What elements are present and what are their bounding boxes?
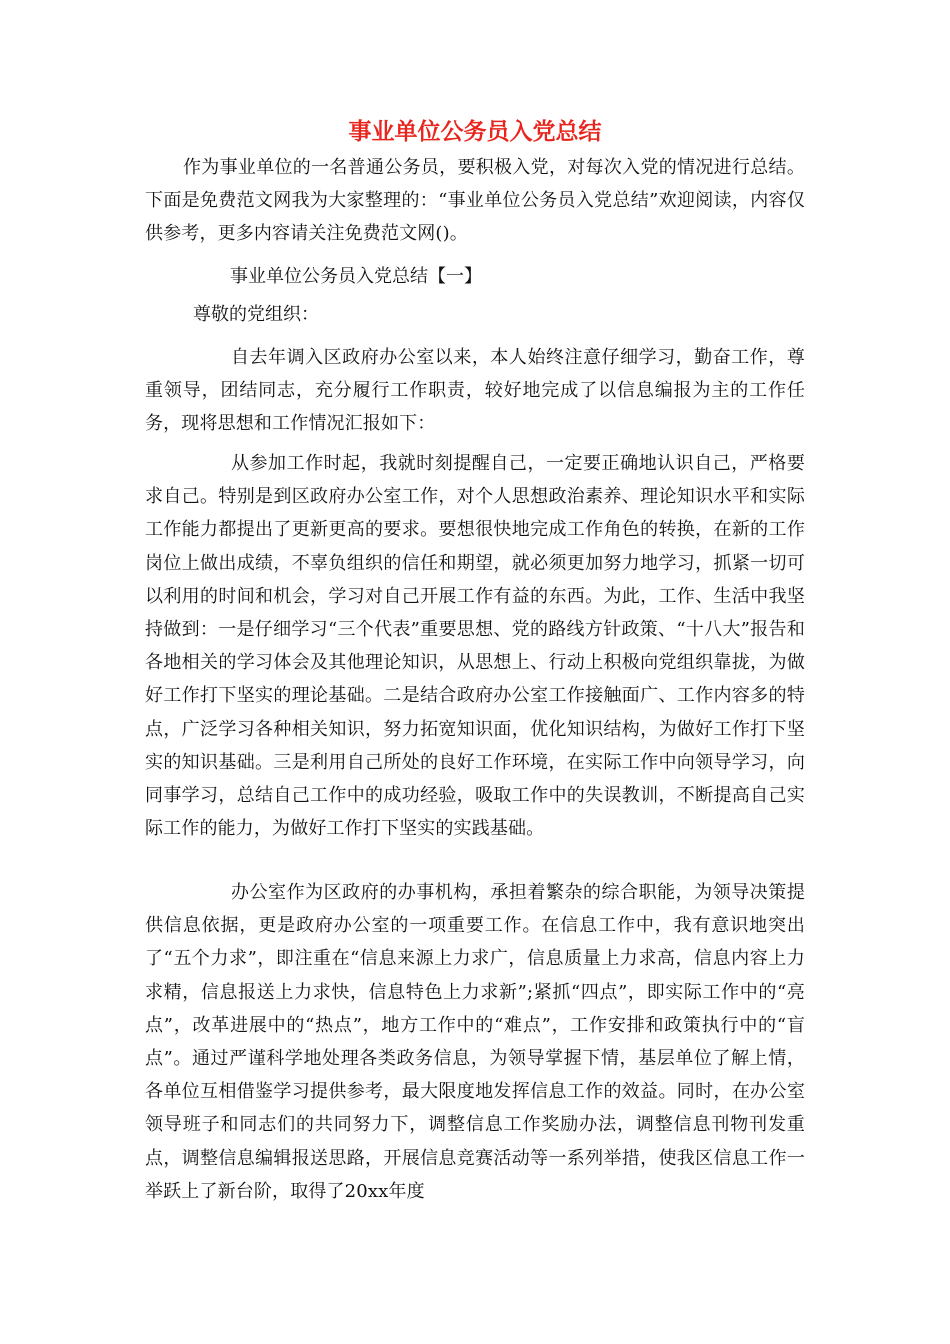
paragraph-3: 办公室作为区政府的办事机构，承担着繁杂的综合职能，为领导决策提供信息依据，更是政府办公室的一项重要工作。在信息工作中，我有意识地突出了“五个力求”，即注重在“信息来源上力求广，信息质量上力求高，信息内容上力求精，信息报送上力求快，信息特色上力求新”;紧抓“四点”，即实际工作中的“亮点”，改革进展中的“热点”，地方工作中的“难点”，工作安排和政策执行中的“盲点”。通过严谨科学地处理各类政务信息，为领导掌握下情，基层单位了解上情，各单位互相借鉴学习提供参考，最大限度地发挥信息工作的效益。同时，在办公室领导班子和同志们的共同努力下，调整信息工作奖励办法，调整信息刊物刊发重点，调整信息编辑报送思路，开展信息竞赛活动等一系列举措，使我区信息工作一举跃上了新台阶，取得了20xx年度	[145, 882, 805, 1202]
document-title: 事业单位公务员入党总结	[348, 119, 602, 145]
intro-paragraph: 作为事业单位的一名普通公务员，要积极入党，对每次入党的情况进行总结。下面是免费范文网我为大家整理的：“事业单位公务员入党总结”欢迎阅读，内容仅供参考，更多内容请关注免费范文网()。	[145, 157, 805, 245]
section-heading: 事业单位公务员入党总结【一】	[230, 266, 482, 287]
greeting-line: 尊敬的党组织：	[193, 304, 319, 325]
paragraph-1: 自去年调入区政府办公室以来，本人始终注意仔细学习，勤奋工作，尊重领导，团结同志，充分履行工作职责，较好地完成了以信息编报为主的工作任务，现将思想和工作情况汇报如下：	[145, 347, 805, 435]
paragraph-2: 从参加工作时起，我就时刻提醒自己，一定要正确地认识自己，严格要求自己。特别是到区政府办公室工作，对个人思想政治素养、理论知识水平和实际工作能力都提出了更新更高的要求。要想很快地完成工作角色的转换，在新的工作岗位上做出成绩，不辜负组织的信任和期望，就必须更加努力地学习，抓紧一切可以利用的时间和机会，学习对自己开展工作有益的东西。为此，工作、生活中我坚持做到：一是仔细学习“三个代表”重要思想、党的路线方针政策、“十八大”报告和各地相关的学习体会及其他理论知识，从思想上、行动上积极向党组织靠拢，为做好工作打下坚实的理论基础。二是结合政府办公室工作接触面广、工作内容多的特点，广泛学习各种相关知识，努力拓宽知识面，优化知识结构，为做好工作打下坚实的知识基础。三是利用自己所处的良好工作环境，在实际工作中向领导学习，向同事学习，总结自己工作中的成功经验，吸取工作中的失误教训，不断提高自己实际工作的能力，为做好工作打下坚实的实践基础。	[145, 453, 805, 840]
